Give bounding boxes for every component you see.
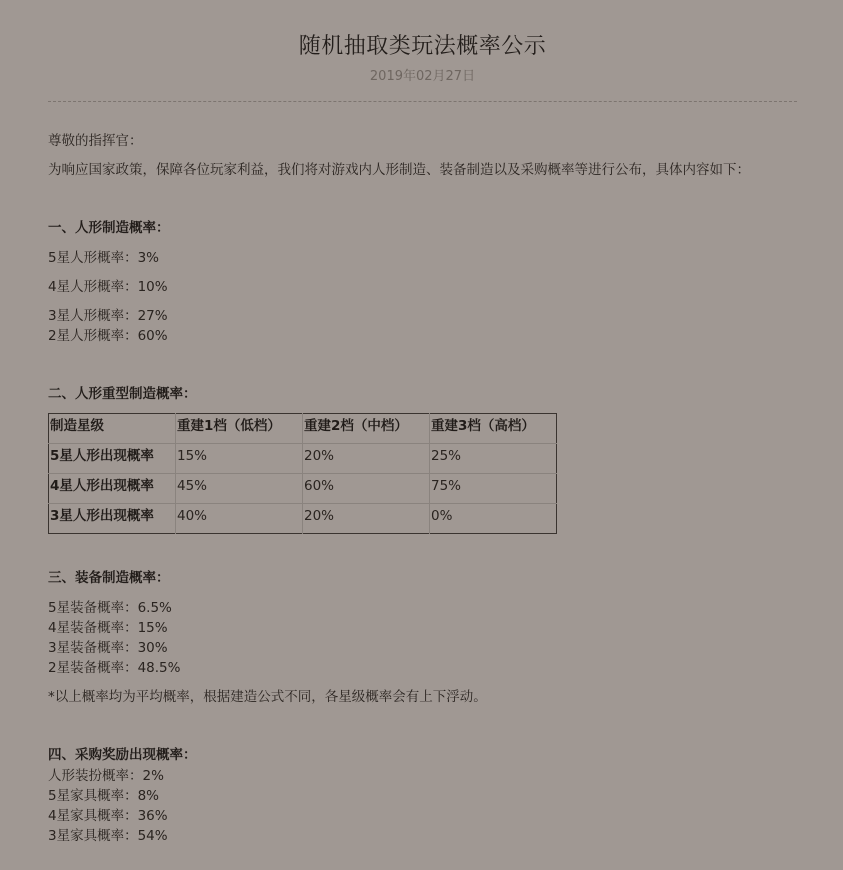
table-cell: 45% — [176, 474, 303, 504]
section3-heading: 三、装备制造概率： — [48, 570, 170, 586]
section1-item-2star: 2星人形概率：60% — [48, 328, 168, 344]
table-cell: 40% — [176, 504, 303, 534]
section3-item-5star: 5星装备概率：6.5% — [48, 600, 172, 616]
table-row-label: 4星人形出现概率 — [49, 474, 176, 504]
table-header-row — [49, 414, 557, 444]
table-cell: 25% — [430, 444, 557, 474]
section1-item-4star: 4星人形概率：10% — [48, 279, 168, 295]
table-header-cell: 重建3档（高档） — [430, 414, 557, 444]
section4-item-costume: 人形装扮概率：2% — [48, 768, 164, 784]
section3-item-3star: 3星装备概率：30% — [48, 640, 168, 656]
table-cell: 75% — [430, 474, 557, 504]
section1-item-3star: 3星人形概率：27% — [48, 308, 168, 324]
section2-heading: 二、人形重型制造概率： — [48, 386, 197, 402]
table-row-label: 5星人形出现概率 — [49, 444, 176, 474]
table-row — [49, 504, 557, 534]
table-header-cell: 重建2档（中档） — [303, 414, 430, 444]
section4-item-3star-furniture: 3星家具概率：54% — [48, 828, 168, 844]
section3-item-4star: 4星装备概率：15% — [48, 620, 168, 636]
table-row — [49, 444, 557, 474]
table-row-label: 3星人形出现概率 — [49, 504, 176, 534]
section4-item-4star-furniture: 4星家具概率：36% — [48, 808, 168, 824]
heavy-production-table — [48, 413, 557, 534]
section4-heading: 四、采购奖励出现概率： — [48, 747, 197, 763]
table-row — [49, 474, 557, 504]
table-cell: 0% — [430, 504, 557, 534]
table-header-cell: 制造星级 — [49, 414, 176, 444]
page-title: 随机抽取类玩法概率公示 — [298, 34, 547, 59]
section1-heading: 一、人形制造概率： — [48, 220, 170, 236]
section3-note: *以上概率均为平均概率，根据建造公式不同，各星级概率会有上下浮动。 — [48, 689, 487, 705]
table-cell: 15% — [176, 444, 303, 474]
publish-date: 2019年02月27日 — [369, 69, 476, 84]
greeting: 尊敬的指挥官： — [48, 133, 143, 149]
table-cell: 20% — [303, 504, 430, 534]
table-cell: 60% — [303, 474, 430, 504]
table-cell: 20% — [303, 444, 430, 474]
section4-item-5star-furniture: 5星家具概率：8% — [48, 788, 160, 804]
intro-paragraph: 为响应国家政策，保障各位玩家利益，我们将对游戏内人形制造、装备制造以及采购概率等进行公布，具体内容如下： — [48, 162, 750, 178]
dashed-divider — [48, 101, 797, 102]
section3-item-2star: 2星装备概率：48.5% — [48, 660, 181, 676]
table-header-cell: 重建1档（低档） — [176, 414, 303, 444]
section1-item-5star: 5星人形概率：3% — [48, 250, 160, 266]
